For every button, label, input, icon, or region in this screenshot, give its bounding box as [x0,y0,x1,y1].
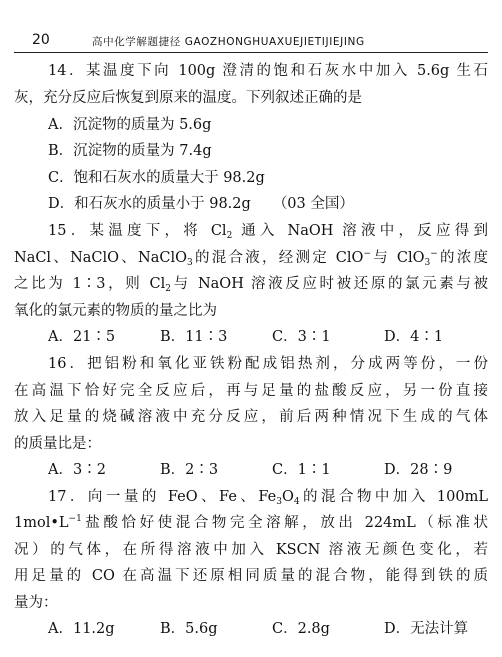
q17-options [14,619,502,639]
q16-option-d: D．28∶9 [384,462,453,478]
q15-line-2 [14,248,488,268]
q15-l2-text-a: NaCl、NaClO、NaClO [14,250,187,266]
q17-line-1 [14,487,488,507]
q14-source: （03 全国） [272,196,354,212]
page-header [14,30,488,53]
q14-option-b: B．沉淀物的质量为 7.4g [48,143,212,159]
q15-l3-text-a: 之比为 1∶3，则 Cl [14,276,166,292]
q14-line-1: 14．某温度下向 100g 澄清的饱和石灰水中加入 5.6g 生石 [48,63,488,79]
q17-l2-text-b: 盐酸恰好使混合物完全溶解，放出 224mL（标准状 [81,515,488,531]
q17-option-b: B．5.6g [160,621,218,637]
q15-l3-sub: 2 [165,284,172,294]
q16-option-b: B．2∶3 [160,462,219,478]
q17-l1-sub-2: 4 [293,497,300,507]
q15-l2-sup-2: − [430,249,438,259]
q15-l2-sub: 3 [186,258,193,268]
page-number: 20 [32,32,50,48]
q17-line-4: 用足量的 CO 在高温下还原相同质量的混合物，能得到铁的质 [14,568,488,584]
q17-l2-text-a: 1mol•L [14,515,69,531]
q16-line-3: 放入足量的烧碱溶液中充分反应，前后两种情况下生成的气体 [14,409,488,425]
q14-line-2: 灰，充分反应后恢复到原来的温度。下列叙述正确的是 [14,90,362,106]
q15-l2-sub-2: 3 [424,258,431,268]
q15-line-1 [14,221,488,241]
q16-line-1: 16．把铝粉和氧化亚铁粉配成铝热剂，分成两等份，一份 [48,356,488,372]
q16-option-a: A．3∶2 [48,462,106,478]
q15-l1-text-b: 通入 NaOH 溶液中，反应得到 [232,223,488,239]
q17-option-d: D．无法计算 [384,621,469,637]
q15-option-a: A．21∶5 [48,329,116,345]
q15-option-b: B．11∶3 [160,329,228,345]
q14-option-a: A．沉淀物的质量为 5.6g [48,117,212,133]
q16-option-c: C．1∶1 [272,462,331,478]
q16-line-2: 在高温下恰好完全反应后，再与足量的盐酸反应，另一份直接 [14,383,488,399]
q15-line-4: 氧化的氯元素的物质的量之比为 [14,303,217,319]
q14-option-c: C．饱和石灰水的质量大于 98.2g [48,170,265,186]
q16-line-4: 的质量比是： [14,436,101,452]
q15-l1-text-a: 15．某温度下，将 Cl [48,223,227,239]
q17-line-3: 况）的气体，在所得溶液中加入 KSCN 溶液无颜色变化，若 [14,542,488,558]
q15-l2-text-b: 的混合液，经测定 ClO [192,250,364,266]
q16-options [14,460,502,480]
q17-l1-text-c: 的混合物中加入 100mL [299,489,488,505]
q17-option-a: A．11.2g [48,621,115,637]
q15-options [14,327,502,347]
q15-l2-sup-1: − [363,249,371,259]
q17-line-5: 量为： [14,595,58,611]
q14-option-d-row [14,194,502,214]
q17-option-c: C．2.8g [272,621,330,637]
q15-l2-text-d: 的浓度 [437,250,488,266]
q15-l2-text-c: 与 ClO [370,250,425,266]
q17-l2-sup: −1 [68,514,82,524]
q15-l1-sub: 2 [226,231,233,241]
q15-line-3 [14,274,488,294]
q17-l1-sub-1: 3 [276,497,282,507]
q15-option-d: D．4∶1 [384,329,444,345]
q15-option-c: C．3∶1 [272,329,331,345]
q17-l1-text-a: 17．向一量的 FeO、Fe、Fe [48,489,277,505]
q14-option-d: D．和石灰水的质量小于 98.2g [48,196,251,212]
q15-l3-text-b: 与 NaOH 溶液反应时被还原的氯元素与被 [171,276,488,292]
running-title: 高中化学解题捷径 GAOZHONGHUAXUEJIETIJIEJING [92,36,365,48]
q17-line-2 [14,513,488,533]
q17-l1-text-b: O [281,489,294,505]
